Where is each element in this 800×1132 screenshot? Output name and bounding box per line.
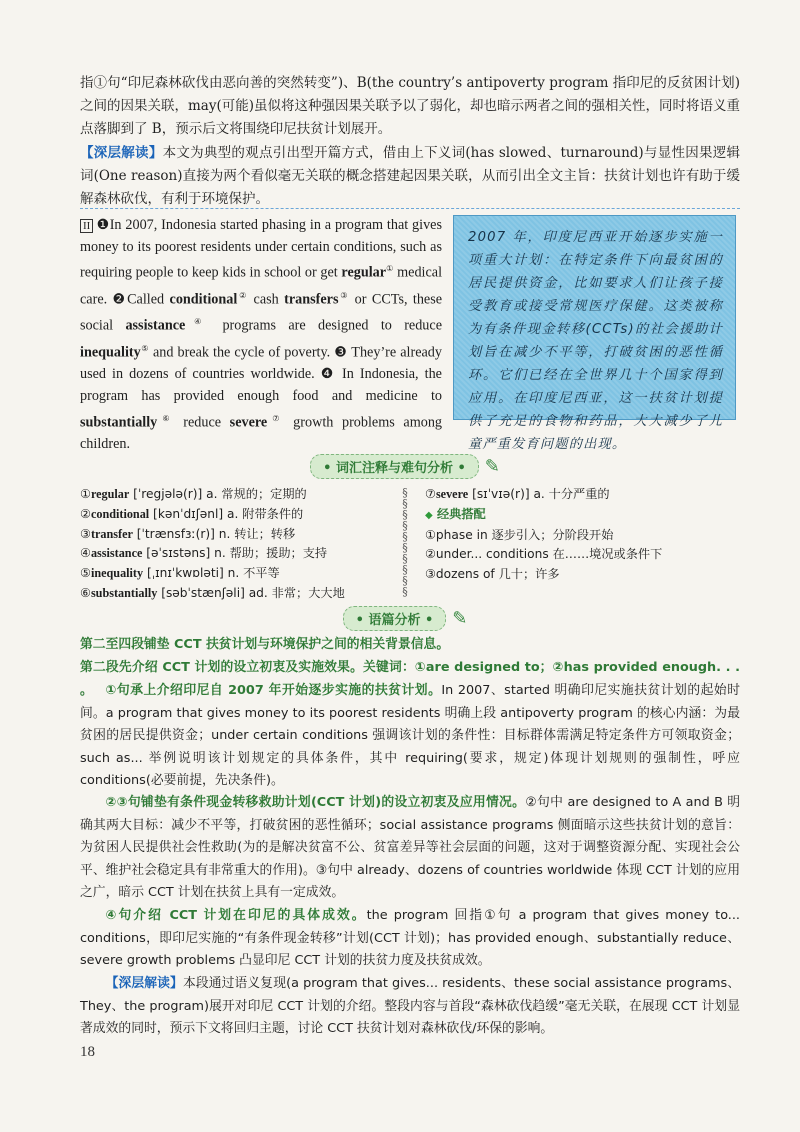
- pen-icon: ✎: [484, 455, 500, 477]
- analysis-para-1: ①句承上介绍印尼自 2007 年开始逐步实施的扶贫计划。In 2007、started 明确印尼实施扶贫计划的起始时间。a program that gives money to its poorest residents 明确上段 antipoverty program 的核心内涵：为最贫困的居民提供资金；under certain conditions 强调该计划的条件性：目标群体需满足特定条件方可领取资金；such as... 举例说明该计划规定的具体条件，其中 requiring(要求，规定)体现计划规则的强制性，呼应 conditions(必要前提，先决条件)。: [80, 683, 740, 788]
- pen-icon: ✎: [452, 607, 468, 629]
- collocation-item: ②under... conditions 在……境况或条件下: [425, 547, 663, 562]
- vocab-item: ④assistance [əˈsɪstəns] n. 帮助；援助；支持: [80, 546, 328, 561]
- section-divider: [80, 208, 740, 209]
- bullet-icon: ◆: [425, 509, 433, 521]
- collocation-item: ①phase in 逐步引入；分阶段开始: [425, 527, 614, 542]
- vocab-item: ⑦severe [sɪˈvɪə(r)] a. 十分严重的: [425, 487, 610, 501]
- vocab-item: ①regular [ˈregjələ(r)] a. 常规的；定期的: [80, 487, 307, 501]
- analysis-para-3: ④句介绍 CCT 计划在印尼的具体成效。the program 回指①句 a program that gives money to... conditions，即印尼实施的“有条件现金转移”计划(CCT 计划)；has provided enough、substantially reduce、severe growth problems 凸显印尼 CCT 计划的扶贫力度及扶贫成效。: [80, 908, 741, 968]
- paragraph-number: II: [80, 219, 93, 233]
- vocab-item: ③transfer [ˈtrænsfɜː(r)] n. 转让；转移: [80, 526, 296, 541]
- analysis-banner-label: • 语篇分析 •: [343, 606, 447, 631]
- analysis-para-4: 【深层解读】本段通过语义复现(a program that gives... residents、these social assistance programs、They、the program)展开对印尼 CCT 计划的介绍。整段内容与首段“森林砍伐趋缓”毫无关联，在展现 CCT 计划显著成效的同时，预示下文将回归主题，讨论 CCT 扶贫计划对森林砍伐/环保的影响。: [80, 976, 740, 1036]
- collocation-heading: ◆ 经典搭配: [425, 506, 486, 521]
- vocab-banner-label: • 词汇注释与难句分析 •: [310, 454, 479, 479]
- page-number: 18: [80, 1044, 95, 1060]
- english-passage: II ❶In 2007, Indonesia started phasing in a program that gives money to its poorest residents under certain conditions, such as requiring people to keep kids in school or get regular① medical care. ❷Called conditional② cash transfers③ or CCTs, these social assistance④ programs are designed to reduce inequality⑤ and break the cycle of poverty. ❸ They’re already used in dozens of countries worldwide. ❹ In Indonesia, the program has provided enough food and medicine to substantially⑥ reduce severe⑦ growth problems among children.: [80, 217, 443, 452]
- intro-paragraph: 指①句“印尼森林砍伐由恶向善的突然转变”)、B(the country’s antipoverty program 指印尼的反贫困计划)之间的因果关联，may(可能)虽似将这种强因果关联予以了弱化，却也暗示两者之间的强相关性，同时将语义重点落脚到了 B，预示后文将围绕印尼扶贫计划展开。: [80, 75, 741, 137]
- vocab-list-right: [425, 485, 745, 585]
- vocab-banner: [300, 455, 510, 477]
- vocab-list: [80, 485, 390, 604]
- vocab-item: ⑤inequality [ˌɪnɪˈkwɒləti] n. 不平等: [80, 566, 280, 581]
- analysis-banner: [300, 607, 510, 629]
- analysis-para-2: ②③句铺垫有条件现金转移救助计划(CCT 计划)的设立初衷及应用情况。②句中 are designed to A and B 明确其两大目标：减少不平等，打破贫困的恶性循环；social assistance programs 侧面暗示这些扶贫计划的意旨：为贫困人民提供社会性救助(为的是解决贫富不公、贫富差异等社会层面的问题，这对于调整资源分配、实现社会公平、维护社会稳定具有非常重大的作用)。③句中 already、dozens of countries worldwide 体现 CCT 计划的应用之广，暗示 CCT 计划在扶贫上具有一定成效。: [80, 795, 741, 900]
- analysis-line-2: 第二段先介绍 CCT 计划的设立初衷及实施效果。关键词：①are designed to；②has provided enough. . . 。: [80, 660, 740, 698]
- analysis-line-1: 第二至四段铺垫 CCT 扶贫计划与环境保护之间的相关背景信息。: [80, 637, 450, 652]
- deep-reading-tag: 【深层解读】: [80, 145, 163, 161]
- vocab-item: ②conditional [kənˈdɪʃənl] a. 附带条件的: [80, 506, 304, 521]
- intro-deep-reading: 【深层解读】本文为典型的观点引出型开篇方式，借由上下义词(has slowed、turnaround)与显性因果逻辑词(One reason)直接为两个看似毫无关联的概念搭建起因果关联，从而引出全文主旨：扶贫计划也许有助于缓解森林砍伐，有利于环境保护。: [80, 145, 741, 207]
- chinese-translation-box: 2007 年，印度尼西亚开始逐步实施一项重大计划：在特定条件下向最贫困的居民提供资金，比如要求人们让孩子接受教育或接受常规医疗保健。这类被称为有条件现金转移(CCTs)的社会援助计划旨在减少不平等，打破贫困的恶性循环。它们已经在全世界几十个国家得到应用。在印度尼西亚，这一扶贫计划提供了充足的食物和药品，大大减少了儿童严重发育问题的出现。: [453, 215, 736, 420]
- wavy-divider: § § § § § § § § § §: [402, 486, 408, 598]
- collocation-item: ③dozens of 几十；许多: [425, 567, 560, 582]
- vocab-item: ⑥substantially [səbˈstænʃəli] ad. 非常；大大地: [80, 585, 345, 600]
